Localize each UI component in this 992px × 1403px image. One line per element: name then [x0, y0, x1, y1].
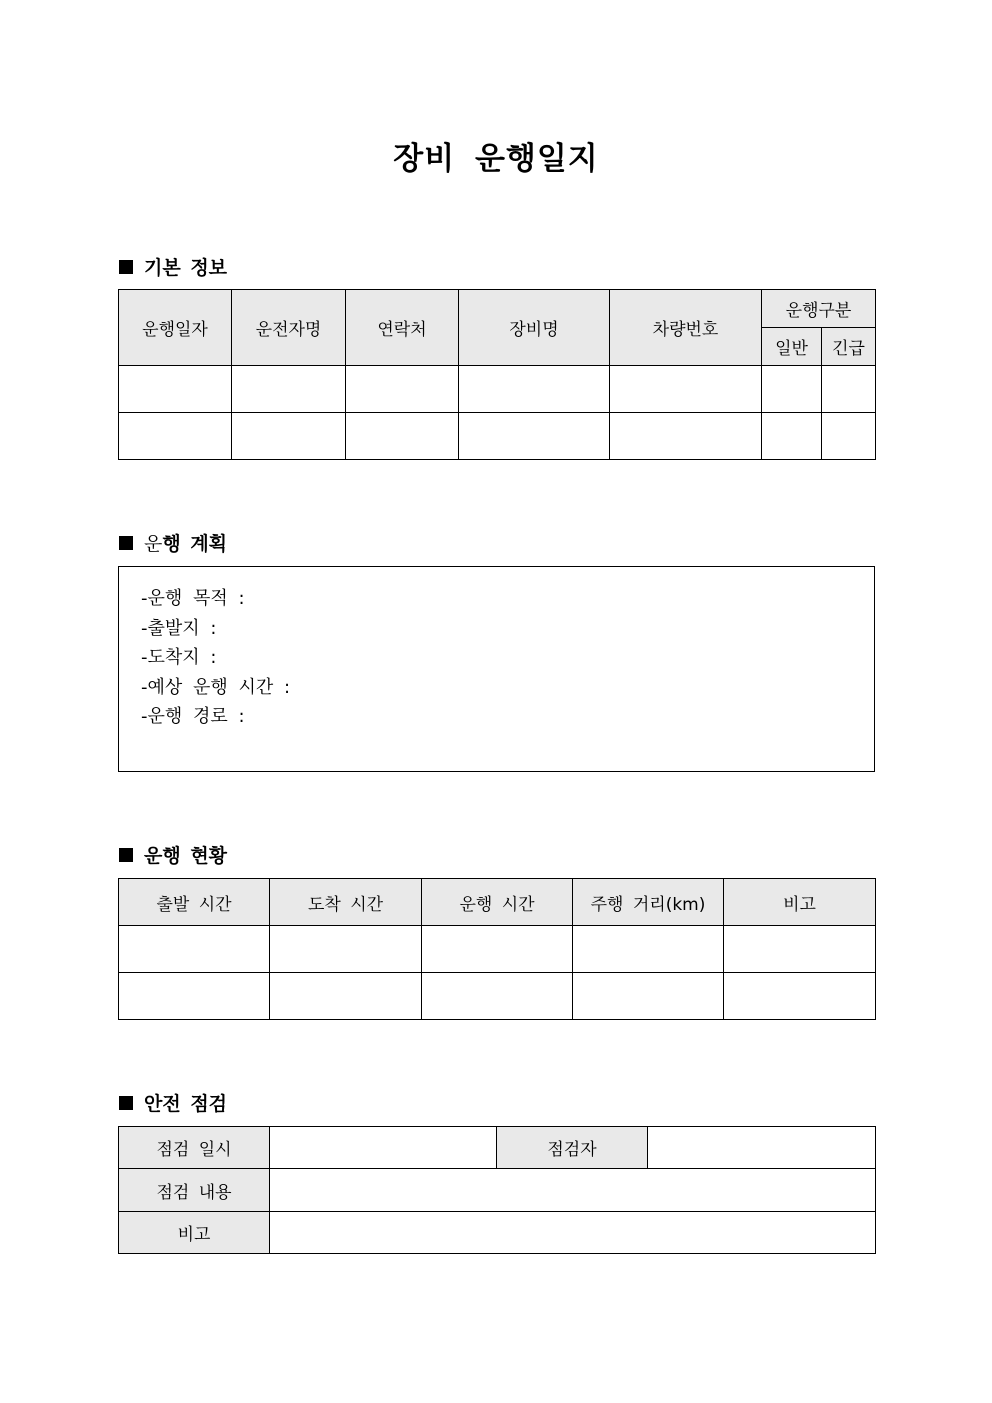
label-inspection-date: 점검 일시: [119, 1127, 270, 1169]
label-inspection-content: 점검 내용: [119, 1169, 270, 1212]
header-equipment-name: 장비명: [459, 290, 610, 366]
cell-type-normal[interactable]: [762, 413, 822, 460]
drive-plan-box: [118, 566, 875, 772]
cell-drive-time[interactable]: [422, 926, 573, 973]
field-remarks[interactable]: [270, 1212, 876, 1254]
page-title: 장비 운행일지: [393, 141, 599, 177]
plan-item-expected-time: -예상 운행 시간 :: [141, 676, 291, 698]
field-inspection-content[interactable]: [270, 1169, 876, 1212]
cell-distance[interactable]: [573, 973, 724, 1020]
header-type-emergency: 긴급: [822, 328, 876, 366]
cell-type-normal[interactable]: [762, 366, 822, 413]
cell-departure-time[interactable]: [119, 926, 270, 973]
cell-drive-date[interactable]: [119, 413, 232, 460]
table-row: [119, 926, 876, 973]
header-drive-date: 운행일자: [119, 290, 232, 366]
cell-contact[interactable]: [346, 413, 459, 460]
plan-item-purpose: -운행 목적 :: [141, 588, 245, 609]
cell-equipment-name[interactable]: [459, 366, 610, 413]
black-square-icon: [119, 260, 133, 274]
cell-drive-time[interactable]: [422, 973, 573, 1020]
cell-vehicle-number[interactable]: [610, 366, 762, 413]
drive-plan-list: [119, 567, 874, 732]
black-square-icon: [119, 848, 133, 862]
black-square-icon: [119, 1096, 133, 1110]
header-type-normal: 일반: [762, 328, 822, 366]
section-heading-drive-plan: [119, 529, 227, 556]
cell-contact[interactable]: [346, 366, 459, 413]
section-heading-label: 기본 정보: [144, 257, 228, 279]
cell-driver-name[interactable]: [232, 366, 346, 413]
plan-item-departure: -출발지 :: [141, 617, 217, 639]
header-drive-type: 운행구분: [762, 290, 876, 328]
basic-info-table: [118, 289, 876, 460]
label-inspector: 점검자: [497, 1127, 648, 1169]
cell-distance[interactable]: [573, 926, 724, 973]
safety-inspection-table: [118, 1126, 876, 1254]
cell-arrival-time[interactable]: [270, 973, 422, 1020]
cell-type-emergency[interactable]: [822, 413, 876, 460]
header-distance: 주행 거리(km): [573, 879, 724, 926]
cell-vehicle-number[interactable]: [610, 413, 762, 460]
drive-status-table: [118, 878, 876, 1020]
field-inspector[interactable]: [648, 1127, 876, 1169]
cell-remarks[interactable]: [724, 926, 876, 973]
table-row: [119, 973, 876, 1020]
section-heading-basic-info: [119, 253, 227, 280]
header-remarks: 비고: [724, 879, 876, 926]
section-heading-label: 운행 현황: [144, 845, 228, 867]
section-heading-label: 행 계획: [162, 533, 228, 555]
table-row: [119, 413, 876, 460]
section-heading-label-prefix: 운: [144, 533, 163, 555]
label-remarks: 비고: [119, 1212, 270, 1254]
cell-arrival-time[interactable]: [270, 926, 422, 973]
cell-drive-date[interactable]: [119, 366, 232, 413]
header-contact: 연락처: [346, 290, 459, 366]
plan-item-route: -운행 경로 :: [141, 706, 245, 727]
plan-item-destination: -도착지 :: [141, 647, 217, 668]
header-departure-time: 출발 시간: [119, 879, 270, 926]
black-square-icon: [119, 536, 133, 550]
cell-type-emergency[interactable]: [822, 366, 876, 413]
cell-driver-name[interactable]: [232, 413, 346, 460]
header-arrival-time: 도착 시간: [270, 879, 422, 926]
field-inspection-date[interactable]: [270, 1127, 497, 1169]
table-row: [119, 366, 876, 413]
section-heading-drive-status: [119, 841, 227, 868]
cell-remarks[interactable]: [724, 973, 876, 1020]
header-driver-name: 운전자명: [232, 290, 346, 366]
header-vehicle-number: 차량번호: [610, 290, 762, 366]
cell-departure-time[interactable]: [119, 973, 270, 1020]
header-drive-time: 운행 시간: [422, 879, 573, 926]
section-heading-safety-inspection: [119, 1089, 227, 1116]
section-heading-label: 안전 점검: [144, 1093, 228, 1115]
cell-equipment-name[interactable]: [459, 413, 610, 460]
